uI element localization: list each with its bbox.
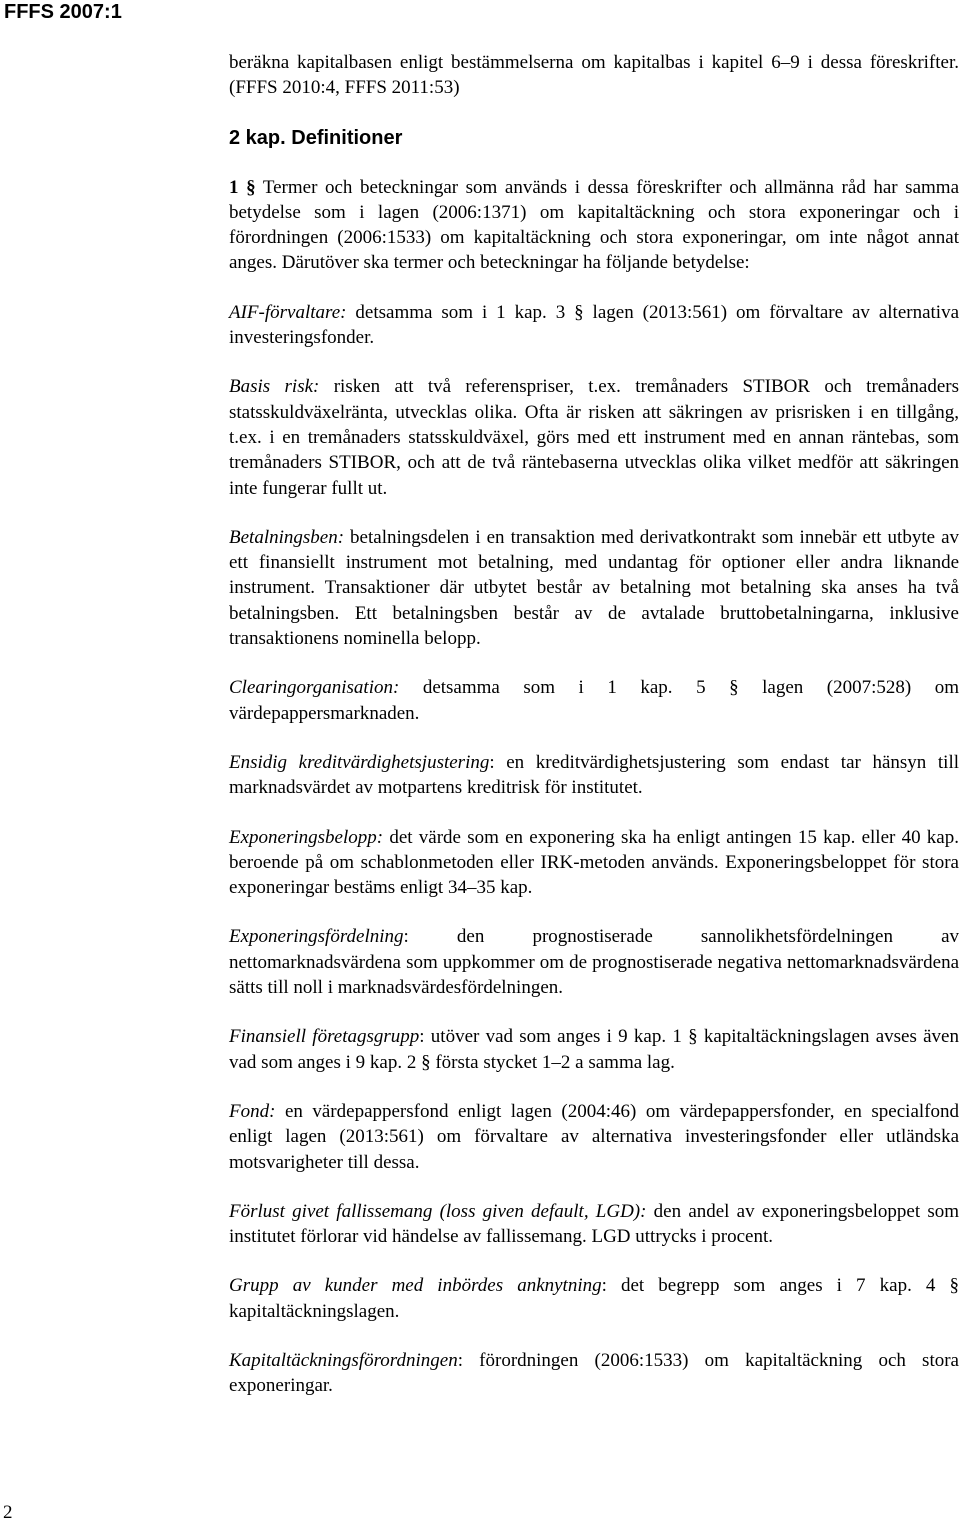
definition-item — [229, 924, 959, 1000]
definition-text: : förordningen (2006:1533) om kapitaltäckning och stora exponeringar. — [229, 1349, 959, 1397]
definition-text: en värdepappersfond enligt lagen (2004:46) om värdepappersfonder, en specialfond enligt lagen (2013:561) om förvaltare av alternativa investeringsfonder eller utländska motsvarigheter till dessa. — [229, 1100, 959, 1173]
definition-term: Fond: — [229, 1100, 276, 1122]
definition-item — [229, 1099, 959, 1175]
definition-text: : en kreditvärdighetsjustering som endast tar hänsyn till marknadsvärdet av motpartens kreditrisk för institutet. — [229, 751, 959, 799]
section-paragraph — [229, 175, 959, 276]
definition-text: betalningsdelen i en transaktion med derivatkontrakt som innebär ett utbyte av ett finansiellt instrument mot betalning, med undantag för optioner eller andra liknande instrument. Transaktioner där utbytet består av betalning mot betalning ska anses ha två betalningsben. Ett betalningsben består av de avtalade bruttobetalningarna, inklusive transaktionens nominella belopp. — [229, 526, 959, 650]
definition-item — [229, 1024, 959, 1075]
definition-text: detsamma som i 1 kap. 5 § lagen (2007:528) om värdepappersmarknaden. — [229, 677, 959, 724]
definition-text: : utöver vad som anges i 9 kap. 1 § kapitaltäckningslagen avses även vad som anges i 9 kap. 2 § första stycket 1–2 a samma lag. — [229, 1026, 959, 1073]
definition-term: Ensidig kreditvärdighetsjustering — [229, 751, 490, 773]
definition-item — [229, 1199, 959, 1250]
definition-term: Finansiell företagsgrupp — [229, 1026, 420, 1048]
document-body — [229, 50, 959, 1423]
definitions-list — [229, 300, 959, 1399]
definition-text: den andel av exponeringsbeloppet som institutet förlorar vid händelse av fallissemang. LGD uttrycks i procent. — [229, 1200, 959, 1248]
definition-term: Exponeringsfördelning — [229, 926, 404, 948]
definition-item — [229, 1273, 959, 1324]
definition-term: Betalningsben: — [229, 526, 345, 548]
definition-item — [229, 675, 959, 726]
definition-item — [229, 525, 959, 651]
intro-paragraph: beräkna kapitalbasen enligt bestämmelserna om kapitalbas i kapitel 6–9 i dessa föreskrifter. (FFFS 2010:4, FFFS 2011:53) — [229, 52, 959, 99]
definition-item — [229, 300, 959, 351]
definition-item — [229, 374, 959, 500]
definition-term: AIF-förvaltare: — [229, 301, 347, 323]
section-text: Termer och beteckningar som används i dessa föreskrifter och allmänna råd har samma betydelse som i lagen (2006:1371) om kapitaltäckning och stora exponeringar och i förordningen (2006:1533) om kapitaltäckning och stora exponeringar, om inte något annat anges. Därutöver ska termer och beteckningar ha följande betydelse: — [229, 176, 959, 274]
definition-term: Exponeringsbelopp: — [229, 826, 384, 848]
definition-text: : den prognostiserade sannolikhetsfördelningen av nettomarknadsvärdena som uppkommer om de prognostiserade negativa nettomarknadsvärdena sätts till noll i marknadsvärdesfördelningen. — [229, 926, 959, 999]
document-header: FFFS 2007:1 — [4, 1, 122, 23]
definition-term: Basis risk: — [229, 376, 320, 398]
page-number: 2 — [3, 1502, 13, 1523]
definition-term: Grupp av kunder med inbördes anknytning — [229, 1275, 602, 1297]
definition-text: risken att två referenspriser, t.ex. tremånaders STIBOR och tremånaders statsskuldväxelränta, utvecklas olika. Ofta är risken att säkringen av prisrisken i en tillgång, t.ex. i en tremånaders statsskuldväxel, görs med ett instrument med en annan räntebas, som tremånaders STIBOR, och att de två räntebaserna utvecklas olika vilket medför att säkringen inte fungerar fullt ut. — [229, 376, 960, 499]
definition-term: Clearingorganisation: — [229, 677, 400, 699]
definition-text: det värde som en exponering ska ha enligt antingen 15 kap. eller 40 kap. beroende på om schablonmetoden eller IRK-metoden används. Exponeringsbeloppet för stora exponeringar bestäms enligt 34–35 kap. — [229, 826, 959, 899]
definition-term: Förlust givet fallissemang (loss given default, LGD): — [229, 1200, 647, 1222]
definition-text: : det begrepp som anges i 7 kap. 4 § kapitaltäckningslagen. — [229, 1275, 959, 1322]
chapter-heading: 2 kap. Definitioner — [229, 126, 403, 149]
definition-text: detsamma som i 1 kap. 3 § lagen (2013:561) om förvaltare av alternativa investeringsfonder. — [229, 301, 959, 349]
section-number: 1 § — [229, 176, 256, 198]
definition-item — [229, 1348, 959, 1399]
definition-item — [229, 750, 959, 801]
definition-item — [229, 825, 959, 901]
definition-term: Kapitaltäckningsförordningen — [229, 1349, 458, 1371]
